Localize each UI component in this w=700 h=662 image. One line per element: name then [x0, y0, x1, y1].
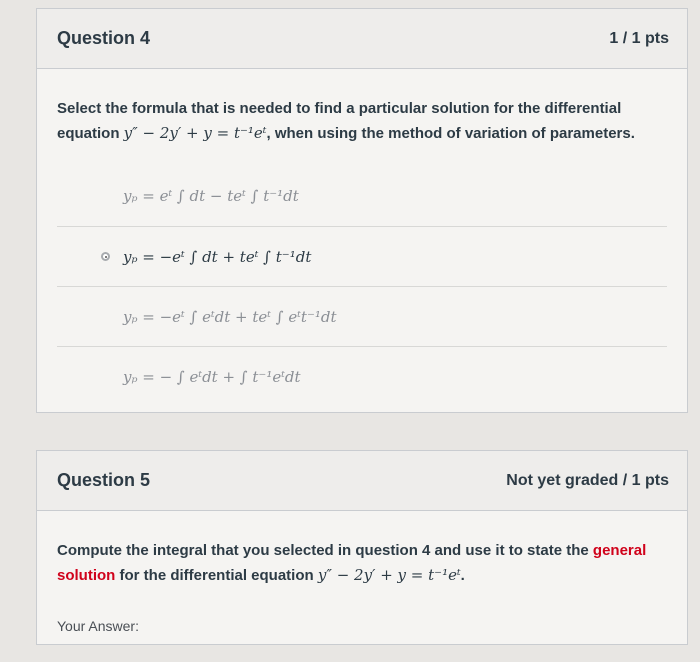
question-4-prompt-equation-word: equation: [57, 125, 120, 142]
answer-option-2[interactable]: [57, 226, 667, 286]
answer-option-1[interactable]: [57, 166, 667, 226]
your-answer-label: Your Answer:: [57, 618, 139, 634]
question-5-card: [36, 450, 688, 645]
question-5-highlight-general: general: [592, 542, 647, 559]
question-5-header: [37, 451, 687, 511]
question-4-card: [36, 8, 688, 413]
answer-option-4[interactable]: [57, 346, 667, 406]
question-4-answers: [57, 166, 667, 406]
question-4-body: [37, 69, 687, 406]
question-4-header: [37, 9, 687, 69]
selected-radio-icon[interactable]: [101, 252, 110, 261]
question-4-points: 1 / 1 pts: [609, 29, 669, 47]
question-5-body: [37, 511, 687, 634]
question-4-title: Question 4: [57, 28, 151, 48]
question-4-prompt: [57, 97, 667, 146]
question-5-prompt-text: Compute the integral that you selected in question 4 and use it to state the: [57, 542, 593, 559]
question-5-prompt-text-2: for the differential equation: [115, 567, 314, 584]
question-5-points: Not yet graded / 1 pts: [506, 471, 669, 489]
answer-option-3-formula: yₚ = −eᵗ ∫ eᵗdt + teᵗ ∫ eᵗt⁻¹dt: [123, 307, 337, 326]
question-5-title: Question 5: [57, 470, 151, 490]
question-5-highlight-solution: solution: [57, 567, 116, 584]
question-5-prompt-end: .: [460, 567, 465, 584]
question-4-equation: y″ − 2y′ + y = t⁻¹eᵗ: [123, 124, 267, 142]
question-5-equation: y″ − 2y′ + y = t⁻¹eᵗ: [317, 566, 461, 584]
question-5-prompt: [57, 539, 667, 588]
answer-option-3[interactable]: [57, 286, 667, 346]
answer-option-1-formula: yₚ = eᵗ ∫ dt − teᵗ ∫ t⁻¹dt: [123, 187, 299, 205]
answer-option-2-formula: yₚ = −eᵗ ∫ dt + teᵗ ∫ t⁻¹dt: [123, 247, 312, 266]
question-4-prompt-text-end: , when using the method of variation of parameters.: [266, 125, 635, 142]
question-4-prompt-text: Select the formula that is needed to find a particular solution for the differential: [57, 100, 622, 117]
answer-option-4-formula: yₚ = − ∫ eᵗdt + ∫ t⁻¹eᵗdt: [123, 367, 301, 386]
